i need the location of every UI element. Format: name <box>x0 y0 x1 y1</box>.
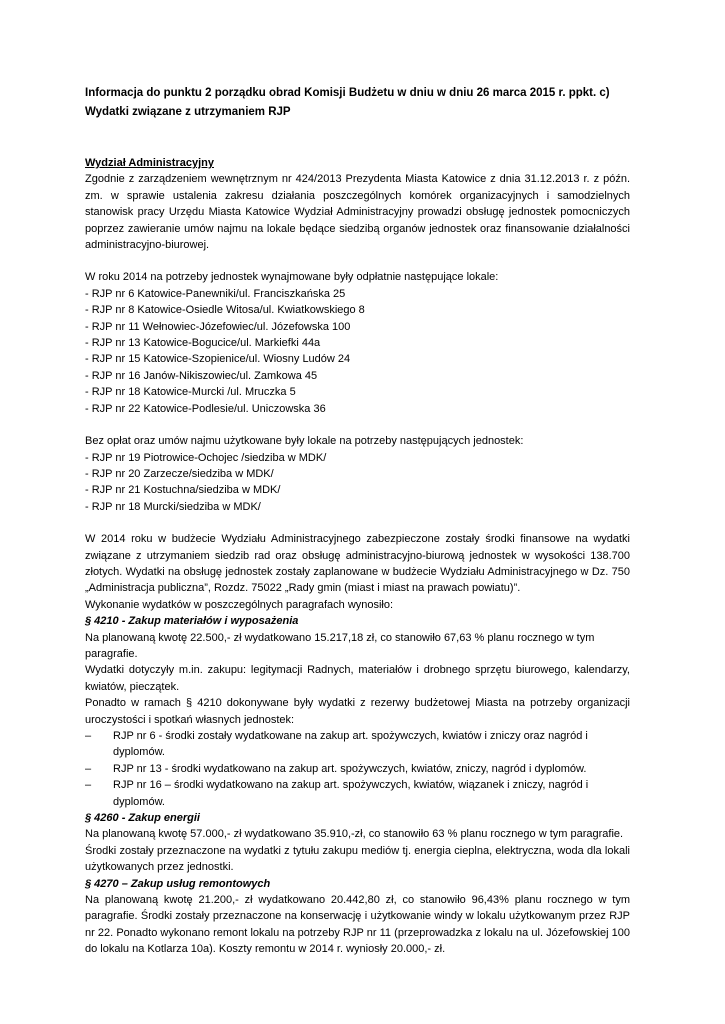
department-intro-paragraph: Zgodnie z zarządzeniem wewnętrznym nr 424/2013 Prezydenta Miasta Katowice z dnia 31.12.2013 r. z późn. zm. w sprawie ustalenia zakresu działania poszczególnych komórek organizacyjnych i samodzielnych stanowisk pracy Urzędu Miasta Katowice Wydział Administracyjny prowadzi obsługę jednostek pomocniczych poprzez zawieranie umów najmu na lokale będące siedzibą organów jednostek oraz finansowanie działalności administracyjno-biurowej. <box>85 173 630 252</box>
section-4260-paragraph-2: Środki zostały przeznaczone na wydatki z tytułu zakupu mediów tj. energia cieplna, elektryczna, woda dla lokali użytkowanych przez jednostki. <box>85 844 630 874</box>
dash-item <box>85 728 630 761</box>
department-heading: Wydział Administracyjny <box>85 157 214 169</box>
free-location-item: - RJP nr 19 Piotrowice-Ochojec /siedziba w MDK/ <box>85 451 327 464</box>
document-title-line-1: Informacja do punktu 2 porządku obrad Komisji Budżetu w dniu w dniu 26 marca 2015 r. ppkt. c) <box>85 87 610 99</box>
rented-location-item: - RJP nr 16 Janów-Nikiszowiec/ul. Zamkowa 45 <box>85 369 318 382</box>
free-location-item: - RJP nr 20 Zarzecze/siedziba w MDK/ <box>85 467 274 480</box>
dash-bullet: – <box>85 762 92 775</box>
section-4270-paragraph-1: Na planowaną kwotę 21.200,- zł wydatkowano 20.442,80 zł, co stanowiło 96,43% planu rocznego w tym paragrafie. Środki zostały przeznaczone na konserwację i użytkowanie windy w lokalu użytkowanym przez RJP nr 22. Ponadto wykonano remont lokalu na potrzeby RJP nr 11 (przeprowadzka z lokalu na ul. Józefowskiej 100 do lokalu na Kotlarza 10a). Koszty remontu w 2014 r. wyniosły 20.000,- zł. <box>85 894 630 956</box>
rented-location-item: - RJP nr 6 Katowice-Panewniki/ul. Franciszkańska 25 <box>85 287 346 300</box>
budget-paragraph: W 2014 roku w budżecie Wydziału Administracyjnego zabezpieczone zostały środki finansowe na wydatki związane z utrzymaniem siedzib rad oraz obsługę administracyjno-biurową jednostek w wysokości 138.700 złotych. Wydatki na obsługę jednostek zostały zaplanowane w budżecie Wydziału Administracyjnego w Dz. 750 „Administracja publiczna”, Rozdz. 75022 „Rady gmin (miast i miast na prawach powiatu)”. <box>85 533 630 595</box>
section-4210-heading: § 4210 - Zakup materiałów i wyposażenia <box>85 615 299 628</box>
free-locations-intro: Bez opłat oraz umów najmu użytkowane były lokale na potrzeby następujących jednostek: <box>85 435 524 448</box>
free-locations-list <box>85 450 630 516</box>
dash-bullet: – <box>85 779 92 792</box>
dash-item-text: RJP nr 13 - środki wydatkowano na zakup art. spożywczych, kwiatów, zniczy, nagród i dyplomów. <box>113 762 587 775</box>
free-location-item: - RJP nr 21 Kostuchna/siedziba w MDK/ <box>85 484 281 497</box>
section-4210-paragraph-3: Ponadto w ramach § 4210 dokonywane były wydatki z rezerwy budżetowej Miasta na potrzeby organizacji uroczystości i spotkań własnych jednostek: <box>85 697 630 726</box>
dash-item <box>85 777 630 810</box>
rented-location-item: - RJP nr 13 Katowice-Bogucice/ul. Markiefki 44a <box>85 337 321 350</box>
section-4210-paragraph-2: Wydatki dotyczyły m.in. zakupu: legitymacji Radnych, materiałów i drobnego sprzętu biurowego, kalendarzy, kwiatów, pieczątek. <box>85 664 630 693</box>
document-content <box>85 84 630 958</box>
section-4210-paragraph-1: Na planowaną kwotę 22.500,- zł wydatkowano 15.217,18 zł, co stanowiło 67,63 % planu rocznego w tym paragrafie. <box>85 631 595 660</box>
document-title-line-2: Wydatki związane z utrzymaniem RJP <box>85 106 291 118</box>
section-4260-heading: § 4260 - Zakup energii <box>85 812 200 825</box>
section-4210-dash-list <box>85 728 630 810</box>
rented-location-item: - RJP nr 22 Katowice-Podlesie/ul. Uniczowska 36 <box>85 402 326 415</box>
dash-item-text: RJP nr 6 - środki zostały wydatkowane na zakup art. spożywczych, kwiatów i zniczy oraz nagród i dyplomów. <box>113 730 588 759</box>
dash-item <box>85 761 630 777</box>
section-4260-paragraph-1: Na planowaną kwotę 57.000,- zł wydatkowano 35.910,-zł, co stanowiło 63 % planu rocznego w tym paragrafie. <box>85 828 624 841</box>
free-location-item: - RJP nr 18 Murcki/siedziba w MDK/ <box>85 500 261 513</box>
rented-location-item: - RJP nr 11 Wełnowiec-Józefowiec/ul. Józefowska 100 <box>85 320 351 333</box>
rented-location-item: - RJP nr 8 Katowice-Osiedle Witosa/ul. Kwiatkowskiego 8 <box>85 304 365 317</box>
rented-location-item: - RJP nr 18 Katowice-Murcki /ul. Mruczka 5 <box>85 386 296 399</box>
rented-locations-list <box>85 286 630 417</box>
execution-summary-line: Wykonanie wydatków w poszczególnych paragrafach wynosiło: <box>85 598 394 611</box>
dash-item-text: RJP nr 16 – środki wydatkowano na zakup art. spożywczych, kwiatów, wiązanek i zniczy, nagród i dyplomów. <box>113 779 589 808</box>
rented-locations-intro: W roku 2014 na potrzeby jednostek wynajmowane były odpłatnie następujące lokale: <box>85 271 499 284</box>
rented-location-item: - RJP nr 15 Katowice-Szopienice/ul. Wiosny Ludów 24 <box>85 353 351 366</box>
section-4270-heading: § 4270 – Zakup usług remontowych <box>85 877 271 890</box>
document-title <box>85 84 630 122</box>
dash-bullet: – <box>85 730 92 742</box>
